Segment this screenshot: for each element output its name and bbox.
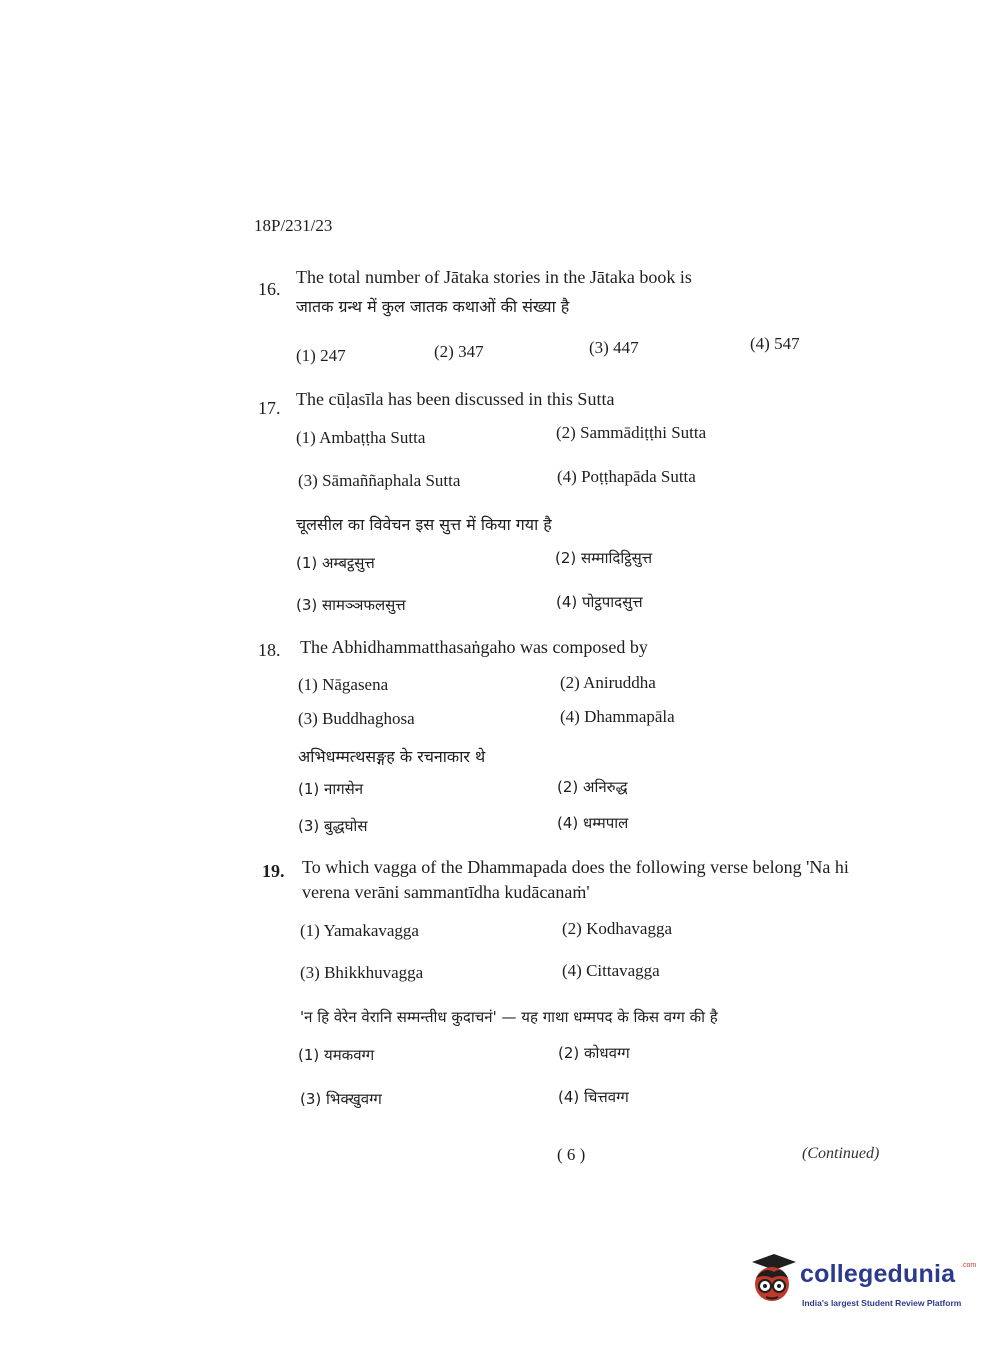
question-16-number: 16. <box>258 279 281 299</box>
logo-tagline: India's largest Student Review Platform <box>802 1298 962 1308</box>
question-19-option-hi-1: (1) यमकवग्ग <box>298 1046 375 1064</box>
question-19-option-hi-2: (2) कोधवग्ग <box>558 1044 630 1062</box>
question-19-option-en-2: (2) Kodhavagga <box>562 919 672 938</box>
question-18-option-en-1: (1) Nāgasena <box>298 675 389 694</box>
question-16-text-en: The total number of Jātaka stories in the Jātaka book is <box>296 267 692 287</box>
question-19-option-en-4: (4) Cittavagga <box>562 961 660 980</box>
question-16-option-4: (4) 547 <box>750 334 800 353</box>
question-18-option-en-4: (4) Dhammapāla <box>560 707 675 726</box>
question-19-text-en-line1: To which vagga of the Dhammapada does the following verse belong 'Na hi <box>302 857 849 877</box>
mascot-icon <box>744 1252 800 1312</box>
question-18-number: 18. <box>258 640 281 660</box>
question-19-text-hi: 'न हि वेरेन वेरानि सम्मन्तीध कुदाचनं' — यह गाथा धम्मपद के किस वग्ग की है <box>300 1008 718 1026</box>
question-16-text-hi: जातक ग्रन्थ में कुल जातक कथाओं की संख्या है <box>296 297 570 316</box>
question-17-option-hi-1: (1) अम्बट्ठसुत्त <box>296 554 375 572</box>
continued-note: (Continued) <box>802 1145 880 1162</box>
question-16-option-2: (2) 347 <box>434 342 484 361</box>
question-19-number: 19. <box>262 861 285 881</box>
question-19-text-en-line2: verena verāni sammantīdha kudācanaṁ' <box>302 882 590 902</box>
question-18-option-hi-3: (3) बुद्धघोस <box>298 817 368 835</box>
question-19-option-en-1: (1) Yamakavagga <box>300 921 419 940</box>
logo-wordmark: collegedunia <box>800 1260 956 1288</box>
question-18-option-hi-4: (4) धम्मपाल <box>557 814 629 832</box>
question-17-option-en-4: (4) Poṭṭhapāda Sutta <box>557 467 696 486</box>
logo-com: .com <box>961 1262 977 1269</box>
question-19-option-en-3: (3) Bhikkhuvagga <box>300 963 424 982</box>
question-17-text-hi: चूलसील का विवेचन इस सुत्त में किया गया है <box>296 515 552 534</box>
collegedunia-logo <box>744 1252 977 1322</box>
question-17-option-en-1: (1) Ambaṭṭha Sutta <box>296 428 426 447</box>
question-18-text-hi: अभिधम्मत्थसङ्गह के रचनाकार थे <box>298 747 486 766</box>
question-18-text-en: The Abhidhammatthasaṅgaho was composed by <box>300 637 648 657</box>
question-17-option-hi-3: (3) सामञ्ञफलसुत्त <box>296 596 406 614</box>
question-17-option-hi-2: (2) सम्मादिट्ठिसुत्त <box>555 549 653 567</box>
question-17-text-en: The cūḷasīla has been discussed in this Sutta <box>296 389 615 409</box>
question-18-option-en-3: (3) Buddhaghosa <box>298 709 415 728</box>
question-17-number: 17. <box>258 398 281 418</box>
question-18-option-hi-1: (1) नागसेन <box>298 780 364 798</box>
paper-code: 18P/231/23 <box>254 216 333 235</box>
question-17-option-en-3: (3) Sāmaññaphala Sutta <box>298 471 461 490</box>
question-17-option-en-2: (2) Sammādiṭṭhi Sutta <box>556 423 707 442</box>
question-16-option-3: (3) 447 <box>589 338 639 357</box>
question-19-option-hi-4: (4) चित्तवग्ग <box>558 1088 629 1106</box>
page-number: ( 6 ) <box>557 1145 586 1164</box>
question-18-option-hi-2: (2) अनिरुद्ध <box>557 778 628 796</box>
question-18-option-en-2: (2) Aniruddha <box>560 673 656 692</box>
question-16-option-1: (1) 247 <box>296 346 346 365</box>
question-17-option-hi-4: (4) पोट्ठपादसुत्त <box>556 593 643 611</box>
question-19-option-hi-3: (3) भिक्खुवग्ग <box>300 1090 382 1108</box>
